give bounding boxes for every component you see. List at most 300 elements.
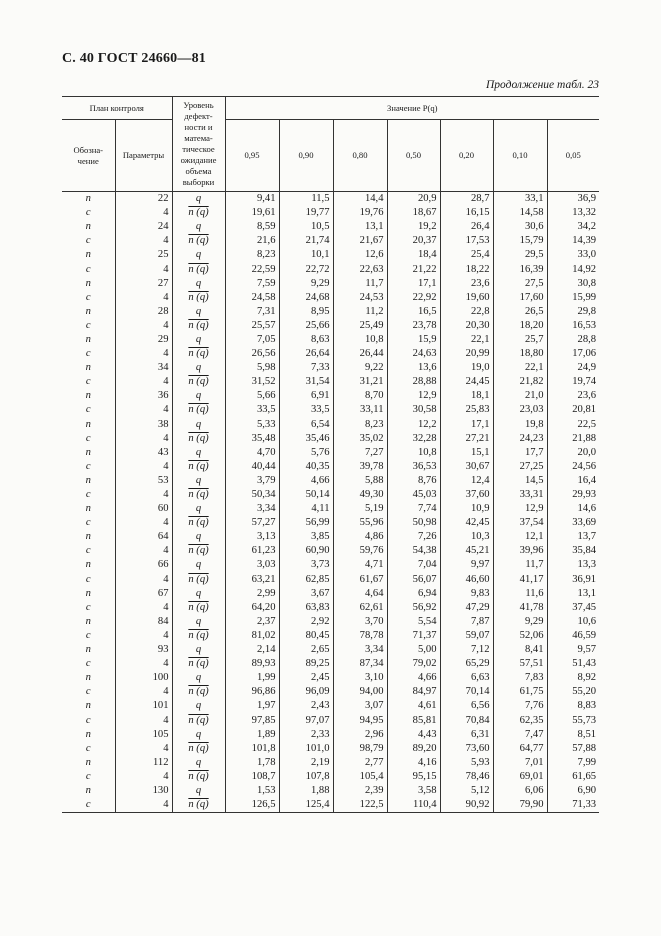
cell-value: 4,16 <box>387 756 440 770</box>
cell-value: 30,6 <box>493 220 547 234</box>
cell-value: 13,6 <box>387 361 440 375</box>
cell-value: 35,02 <box>333 432 387 446</box>
cell-value: 20,9 <box>387 192 440 207</box>
cell-designation: n <box>85 333 91 345</box>
table-row <box>62 573 599 587</box>
cell-value: 13,1 <box>333 220 387 234</box>
header-value: Значение P(q) <box>225 97 599 120</box>
cell-value: 2,77 <box>333 756 387 770</box>
cell-parameter: 100 <box>115 671 172 685</box>
table-row <box>62 389 599 403</box>
cell-value: 16,15 <box>440 206 493 220</box>
cell-parameter: 29 <box>115 333 172 347</box>
cell-value: 16,53 <box>547 319 599 333</box>
cell-value: 13,3 <box>547 558 599 572</box>
cell-level: n (q) <box>172 403 225 417</box>
cell-level: n (q) <box>172 291 225 305</box>
table-row <box>62 742 599 756</box>
cell-value: 1,89 <box>225 728 279 742</box>
cell-value: 2,65 <box>279 643 333 657</box>
cell-value: 26,56 <box>225 347 279 361</box>
cell-value: 37,45 <box>547 601 599 615</box>
cell-value: 21,67 <box>333 234 387 248</box>
cell-value: 3,85 <box>279 530 333 544</box>
cell-value: 94,95 <box>333 713 387 727</box>
cell-value: 5,98 <box>225 361 279 375</box>
cell-value: 2,92 <box>279 615 333 629</box>
cell-value: 51,43 <box>547 657 599 671</box>
cell-value: 14,92 <box>547 262 599 276</box>
cell-value: 3,73 <box>279 558 333 572</box>
cell-level: q <box>172 587 225 601</box>
cell-parameter: 4 <box>115 432 172 446</box>
cell-value: 50,14 <box>279 488 333 502</box>
cell-level: n (q) <box>172 262 225 276</box>
cell-parameter: 4 <box>115 262 172 276</box>
cell-value: 12,9 <box>387 389 440 403</box>
cell-level: n (q) <box>172 460 225 474</box>
cell-designation: c <box>85 235 91 247</box>
cell-value: 26,5 <box>493 305 547 319</box>
cell-level: q <box>172 446 225 460</box>
cell-level: n (q) <box>172 713 225 727</box>
cell-value: 2,37 <box>225 615 279 629</box>
cell-value: 56,99 <box>279 516 333 530</box>
header-p-col: 0,90 <box>279 120 333 192</box>
cell-value: 37,54 <box>493 516 547 530</box>
cell-designation: c <box>85 319 91 331</box>
cell-value: 55,73 <box>547 713 599 727</box>
cell-value: 25,49 <box>333 319 387 333</box>
cell-parameter: 4 <box>115 460 172 474</box>
cell-value: 21,6 <box>225 234 279 248</box>
cell-value: 46,59 <box>547 629 599 643</box>
cell-value: 6,54 <box>279 418 333 432</box>
cell-value: 98,79 <box>333 742 387 756</box>
cell-value: 30,58 <box>387 403 440 417</box>
cell-value: 20,99 <box>440 347 493 361</box>
cell-value: 122,5 <box>333 798 387 813</box>
cell-designation: n <box>85 728 91 740</box>
cell-value: 9,29 <box>279 277 333 291</box>
cell-value: 14,39 <box>547 234 599 248</box>
cell-value: 55,96 <box>333 516 387 530</box>
cell-designation: c <box>62 798 115 813</box>
cell-parameter: 4 <box>115 657 172 671</box>
cell-value: 31,21 <box>333 375 387 389</box>
cell-value: 29,5 <box>493 248 547 262</box>
cell-value: 34,2 <box>547 220 599 234</box>
cell-value: 14,5 <box>493 474 547 488</box>
table-row <box>62 713 599 727</box>
cell-parameter: 93 <box>115 643 172 657</box>
cell-designation: n <box>85 531 91 543</box>
cell-value: 42,45 <box>440 516 493 530</box>
cell-value: 11,6 <box>493 587 547 601</box>
cell-value: 71,37 <box>387 629 440 643</box>
cell-value: 26,44 <box>333 347 387 361</box>
cell-value: 18,22 <box>440 262 493 276</box>
cell-value: 84,97 <box>387 685 440 699</box>
cell-value: 11,5 <box>279 192 333 207</box>
cell-level: q <box>172 418 225 432</box>
cell-level: q <box>172 671 225 685</box>
cell-level: q <box>172 502 225 516</box>
cell-designation: c <box>85 263 91 275</box>
cell-value: 37,60 <box>440 488 493 502</box>
cell-level: q <box>172 220 225 234</box>
cell-value: 15,79 <box>493 234 547 248</box>
cell-value: 7,04 <box>387 558 440 572</box>
cell-value: 2,14 <box>225 643 279 657</box>
cell-value: 5,19 <box>333 502 387 516</box>
cell-value: 97,85 <box>225 713 279 727</box>
cell-value: 110,4 <box>387 798 440 813</box>
table-row <box>62 361 599 375</box>
cell-value: 62,85 <box>279 573 333 587</box>
cell-parameter: 4 <box>115 234 172 248</box>
cell-level: n (q) <box>172 319 225 333</box>
cell-level: q <box>172 558 225 572</box>
cell-value: 12,2 <box>387 418 440 432</box>
table-row <box>62 516 599 530</box>
cell-value: 8,41 <box>493 643 547 657</box>
cell-parameter: 4 <box>115 601 172 615</box>
table-row <box>62 206 599 220</box>
table-row <box>62 587 599 601</box>
cell-value: 11,2 <box>333 305 387 319</box>
cell-value: 6,56 <box>440 699 493 713</box>
cell-value: 17,1 <box>440 418 493 432</box>
cell-value: 10,8 <box>333 333 387 347</box>
cell-designation: n <box>85 418 91 430</box>
cell-value: 6,31 <box>440 728 493 742</box>
table-row <box>62 220 599 234</box>
cell-value: 2,96 <box>333 728 387 742</box>
cell-value: 8,95 <box>279 305 333 319</box>
cell-parameter: 101 <box>115 699 172 713</box>
cell-designation: c <box>85 489 91 501</box>
cell-value: 15,99 <box>547 291 599 305</box>
table-body <box>62 192 599 813</box>
cell-parameter: 4 <box>115 319 172 333</box>
table-row <box>62 558 599 572</box>
cell-level: n (q) <box>172 347 225 361</box>
cell-designation: n <box>85 503 91 515</box>
cell-value: 14,4 <box>333 192 387 207</box>
cell-designation: n <box>85 784 91 796</box>
cell-parameter: 28 <box>115 305 172 319</box>
cell-designation: n <box>85 249 91 261</box>
cell-value: 9,41 <box>225 192 279 207</box>
cell-value: 20,81 <box>547 403 599 417</box>
cell-level: q <box>172 248 225 262</box>
cell-value: 3,07 <box>333 699 387 713</box>
cell-value: 22,8 <box>440 305 493 319</box>
cell-level: n (q) <box>172 516 225 530</box>
cell-designation: n <box>85 474 91 486</box>
table-row <box>62 671 599 685</box>
cell-value: 56,07 <box>387 573 440 587</box>
cell-designation: n <box>85 559 91 571</box>
table-row <box>62 432 599 446</box>
cell-designation: c <box>85 404 91 416</box>
cell-value: 56,92 <box>387 601 440 615</box>
cell-value: 17,06 <box>547 347 599 361</box>
table-row <box>62 333 599 347</box>
cell-value: 5,54 <box>387 615 440 629</box>
cell-value: 125,4 <box>279 798 333 813</box>
cell-level: q <box>172 530 225 544</box>
cell-value: 27,21 <box>440 432 493 446</box>
cell-value: 10,3 <box>440 530 493 544</box>
cell-value: 16,5 <box>387 305 440 319</box>
cell-value: 33,31 <box>493 488 547 502</box>
table-row <box>62 446 599 460</box>
cell-value: 30,8 <box>547 277 599 291</box>
cell-value: 20,37 <box>387 234 440 248</box>
cell-value: 3,10 <box>333 671 387 685</box>
cell-value: 20,0 <box>547 446 599 460</box>
cell-value: 19,60 <box>440 291 493 305</box>
cell-value: 19,0 <box>440 361 493 375</box>
cell-value: 10,8 <box>387 446 440 460</box>
cell-designation: c <box>85 207 91 219</box>
cell-designation: c <box>85 658 91 670</box>
cell-value: 23,03 <box>493 403 547 417</box>
cell-value: 1,53 <box>225 784 279 798</box>
cell-value: 16,39 <box>493 262 547 276</box>
cell-parameter: 4 <box>115 403 172 417</box>
cell-value: 71,33 <box>547 798 599 813</box>
cell-designation: c <box>85 629 91 641</box>
table-row <box>62 248 599 262</box>
header-p-col: 0,10 <box>493 120 547 192</box>
cell-parameter: 4 <box>115 573 172 587</box>
cell-value: 97,07 <box>279 713 333 727</box>
header-parameters: Параметры <box>115 120 172 192</box>
cell-value: 9,97 <box>440 558 493 572</box>
table-row <box>62 502 599 516</box>
cell-value: 18,4 <box>387 248 440 262</box>
cell-value: 101,8 <box>225 742 279 756</box>
cell-value: 47,29 <box>440 601 493 615</box>
cell-parameter: 24 <box>115 220 172 234</box>
cell-value: 28,8 <box>547 333 599 347</box>
cell-value: 3,67 <box>279 587 333 601</box>
cell-value: 35,48 <box>225 432 279 446</box>
cell-value: 33,5 <box>279 403 333 417</box>
cell-value: 95,15 <box>387 770 440 784</box>
cell-value: 40,44 <box>225 460 279 474</box>
cell-designation: c <box>85 714 91 726</box>
cell-value: 7,59 <box>225 277 279 291</box>
cell-value: 6,91 <box>279 389 333 403</box>
cell-value: 10,9 <box>440 502 493 516</box>
cell-value: 22,1 <box>493 361 547 375</box>
cell-value: 21,22 <box>387 262 440 276</box>
cell-value: 13,32 <box>547 206 599 220</box>
data-table <box>62 96 599 813</box>
cell-value: 17,60 <box>493 291 547 305</box>
cell-value: 19,2 <box>387 220 440 234</box>
table-row <box>62 629 599 643</box>
cell-level: q <box>172 784 225 798</box>
cell-level: n (q) <box>172 544 225 558</box>
cell-value: 17,7 <box>493 446 547 460</box>
cell-value: 70,84 <box>440 713 493 727</box>
cell-value: 78,78 <box>333 629 387 643</box>
header-p-col: 0,05 <box>547 120 599 192</box>
cell-value: 9,22 <box>333 361 387 375</box>
cell-value: 28,88 <box>387 375 440 389</box>
cell-value: 20,30 <box>440 319 493 333</box>
cell-parameter: 4 <box>115 685 172 699</box>
cell-value: 7,87 <box>440 615 493 629</box>
cell-level: n (q) <box>172 206 225 220</box>
cell-designation: n <box>85 446 91 458</box>
cell-value: 63,83 <box>279 601 333 615</box>
cell-value: 57,51 <box>493 657 547 671</box>
cell-value: 32,28 <box>387 432 440 446</box>
cell-value: 14,58 <box>493 206 547 220</box>
cell-value: 18,67 <box>387 206 440 220</box>
table-row <box>62 657 599 671</box>
cell-parameter: 4 <box>115 629 172 643</box>
cell-value: 25,66 <box>279 319 333 333</box>
cell-designation: n <box>85 700 91 712</box>
cell-value: 2,99 <box>225 587 279 601</box>
cell-level: q <box>172 192 225 207</box>
cell-designation: n <box>85 587 91 599</box>
cell-value: 59,07 <box>440 629 493 643</box>
cell-value: 24,58 <box>225 291 279 305</box>
cell-value: 4,61 <box>387 699 440 713</box>
cell-value: 63,21 <box>225 573 279 587</box>
cell-value: 12,9 <box>493 502 547 516</box>
cell-value: 17,53 <box>440 234 493 248</box>
cell-value: 2,33 <box>279 728 333 742</box>
cell-value: 21,82 <box>493 375 547 389</box>
cell-value: 36,53 <box>387 460 440 474</box>
cell-level: q <box>172 699 225 713</box>
cell-value: 22,72 <box>279 262 333 276</box>
cell-value: 22,5 <box>547 418 599 432</box>
header-p-col: 0,50 <box>387 120 440 192</box>
cell-value: 61,23 <box>225 544 279 558</box>
table-row <box>62 319 599 333</box>
cell-value: 19,8 <box>493 418 547 432</box>
cell-value: 73,60 <box>440 742 493 756</box>
cell-value: 55,20 <box>547 685 599 699</box>
cell-value: 8,70 <box>333 389 387 403</box>
cell-value: 11,7 <box>493 558 547 572</box>
cell-parameter: 60 <box>115 502 172 516</box>
cell-value: 3,58 <box>387 784 440 798</box>
cell-value: 69,01 <box>493 770 547 784</box>
cell-value: 15,9 <box>387 333 440 347</box>
cell-parameter: 4 <box>115 516 172 530</box>
cell-designation: c <box>85 601 91 613</box>
cell-parameter: 25 <box>115 248 172 262</box>
cell-value: 33,11 <box>333 403 387 417</box>
cell-value: 1,97 <box>225 699 279 713</box>
cell-value: 18,20 <box>493 319 547 333</box>
cell-value: 16,4 <box>547 474 599 488</box>
cell-value: 41,17 <box>493 573 547 587</box>
cell-value: 30,67 <box>440 460 493 474</box>
table-row <box>62 544 599 558</box>
cell-value: 11,7 <box>333 277 387 291</box>
cell-value: 3,70 <box>333 615 387 629</box>
cell-value: 17,1 <box>387 277 440 291</box>
cell-value: 7,12 <box>440 643 493 657</box>
cell-value: 89,20 <box>387 742 440 756</box>
cell-value: 4,11 <box>279 502 333 516</box>
cell-value: 78,46 <box>440 770 493 784</box>
cell-level: n (q) <box>172 742 225 756</box>
cell-value: 2,39 <box>333 784 387 798</box>
cell-value: 64,77 <box>493 742 547 756</box>
cell-value: 7,33 <box>279 361 333 375</box>
cell-designation: c <box>85 291 91 303</box>
table-row <box>62 192 599 207</box>
cell-value: 23,6 <box>440 277 493 291</box>
cell-value: 10,5 <box>279 220 333 234</box>
cell-designation: c <box>85 573 91 585</box>
cell-value: 85,81 <box>387 713 440 727</box>
cell-value: 41,78 <box>493 601 547 615</box>
cell-level: q <box>172 277 225 291</box>
cell-parameter: 130 <box>115 784 172 798</box>
cell-parameter: 4 <box>115 488 172 502</box>
cell-value: 14,6 <box>547 502 599 516</box>
cell-designation: n <box>85 221 91 233</box>
cell-value: 13,7 <box>547 530 599 544</box>
cell-value: 25,57 <box>225 319 279 333</box>
cell-value: 1,88 <box>279 784 333 798</box>
cell-value: 60,90 <box>279 544 333 558</box>
cell-value: 3,03 <box>225 558 279 572</box>
cell-value: 26,4 <box>440 220 493 234</box>
cell-parameter: 84 <box>115 615 172 629</box>
cell-value: 4,64 <box>333 587 387 601</box>
cell-value: 4,86 <box>333 530 387 544</box>
cell-designation: n <box>85 672 91 684</box>
cell-designation: c <box>85 545 91 557</box>
cell-level: q <box>172 643 225 657</box>
cell-value: 5,00 <box>387 643 440 657</box>
cell-value: 8,92 <box>547 671 599 685</box>
header-p-col: 0,80 <box>333 120 387 192</box>
cell-value: 8,59 <box>225 220 279 234</box>
cell-designation: n <box>85 305 91 317</box>
cell-value: 4,70 <box>225 446 279 460</box>
cell-value: 2,45 <box>279 671 333 685</box>
cell-value: 36,91 <box>547 573 599 587</box>
cell-value: 61,67 <box>333 573 387 587</box>
cell-value: 2,43 <box>279 699 333 713</box>
table-row <box>62 474 599 488</box>
cell-value: 61,75 <box>493 685 547 699</box>
cell-parameter: 112 <box>115 756 172 770</box>
cell-value: 22,1 <box>440 333 493 347</box>
table-row <box>62 403 599 417</box>
cell-level: n (q) <box>172 488 225 502</box>
cell-designation: n <box>85 193 91 205</box>
cell-value: 5,66 <box>225 389 279 403</box>
table-row <box>62 375 599 389</box>
